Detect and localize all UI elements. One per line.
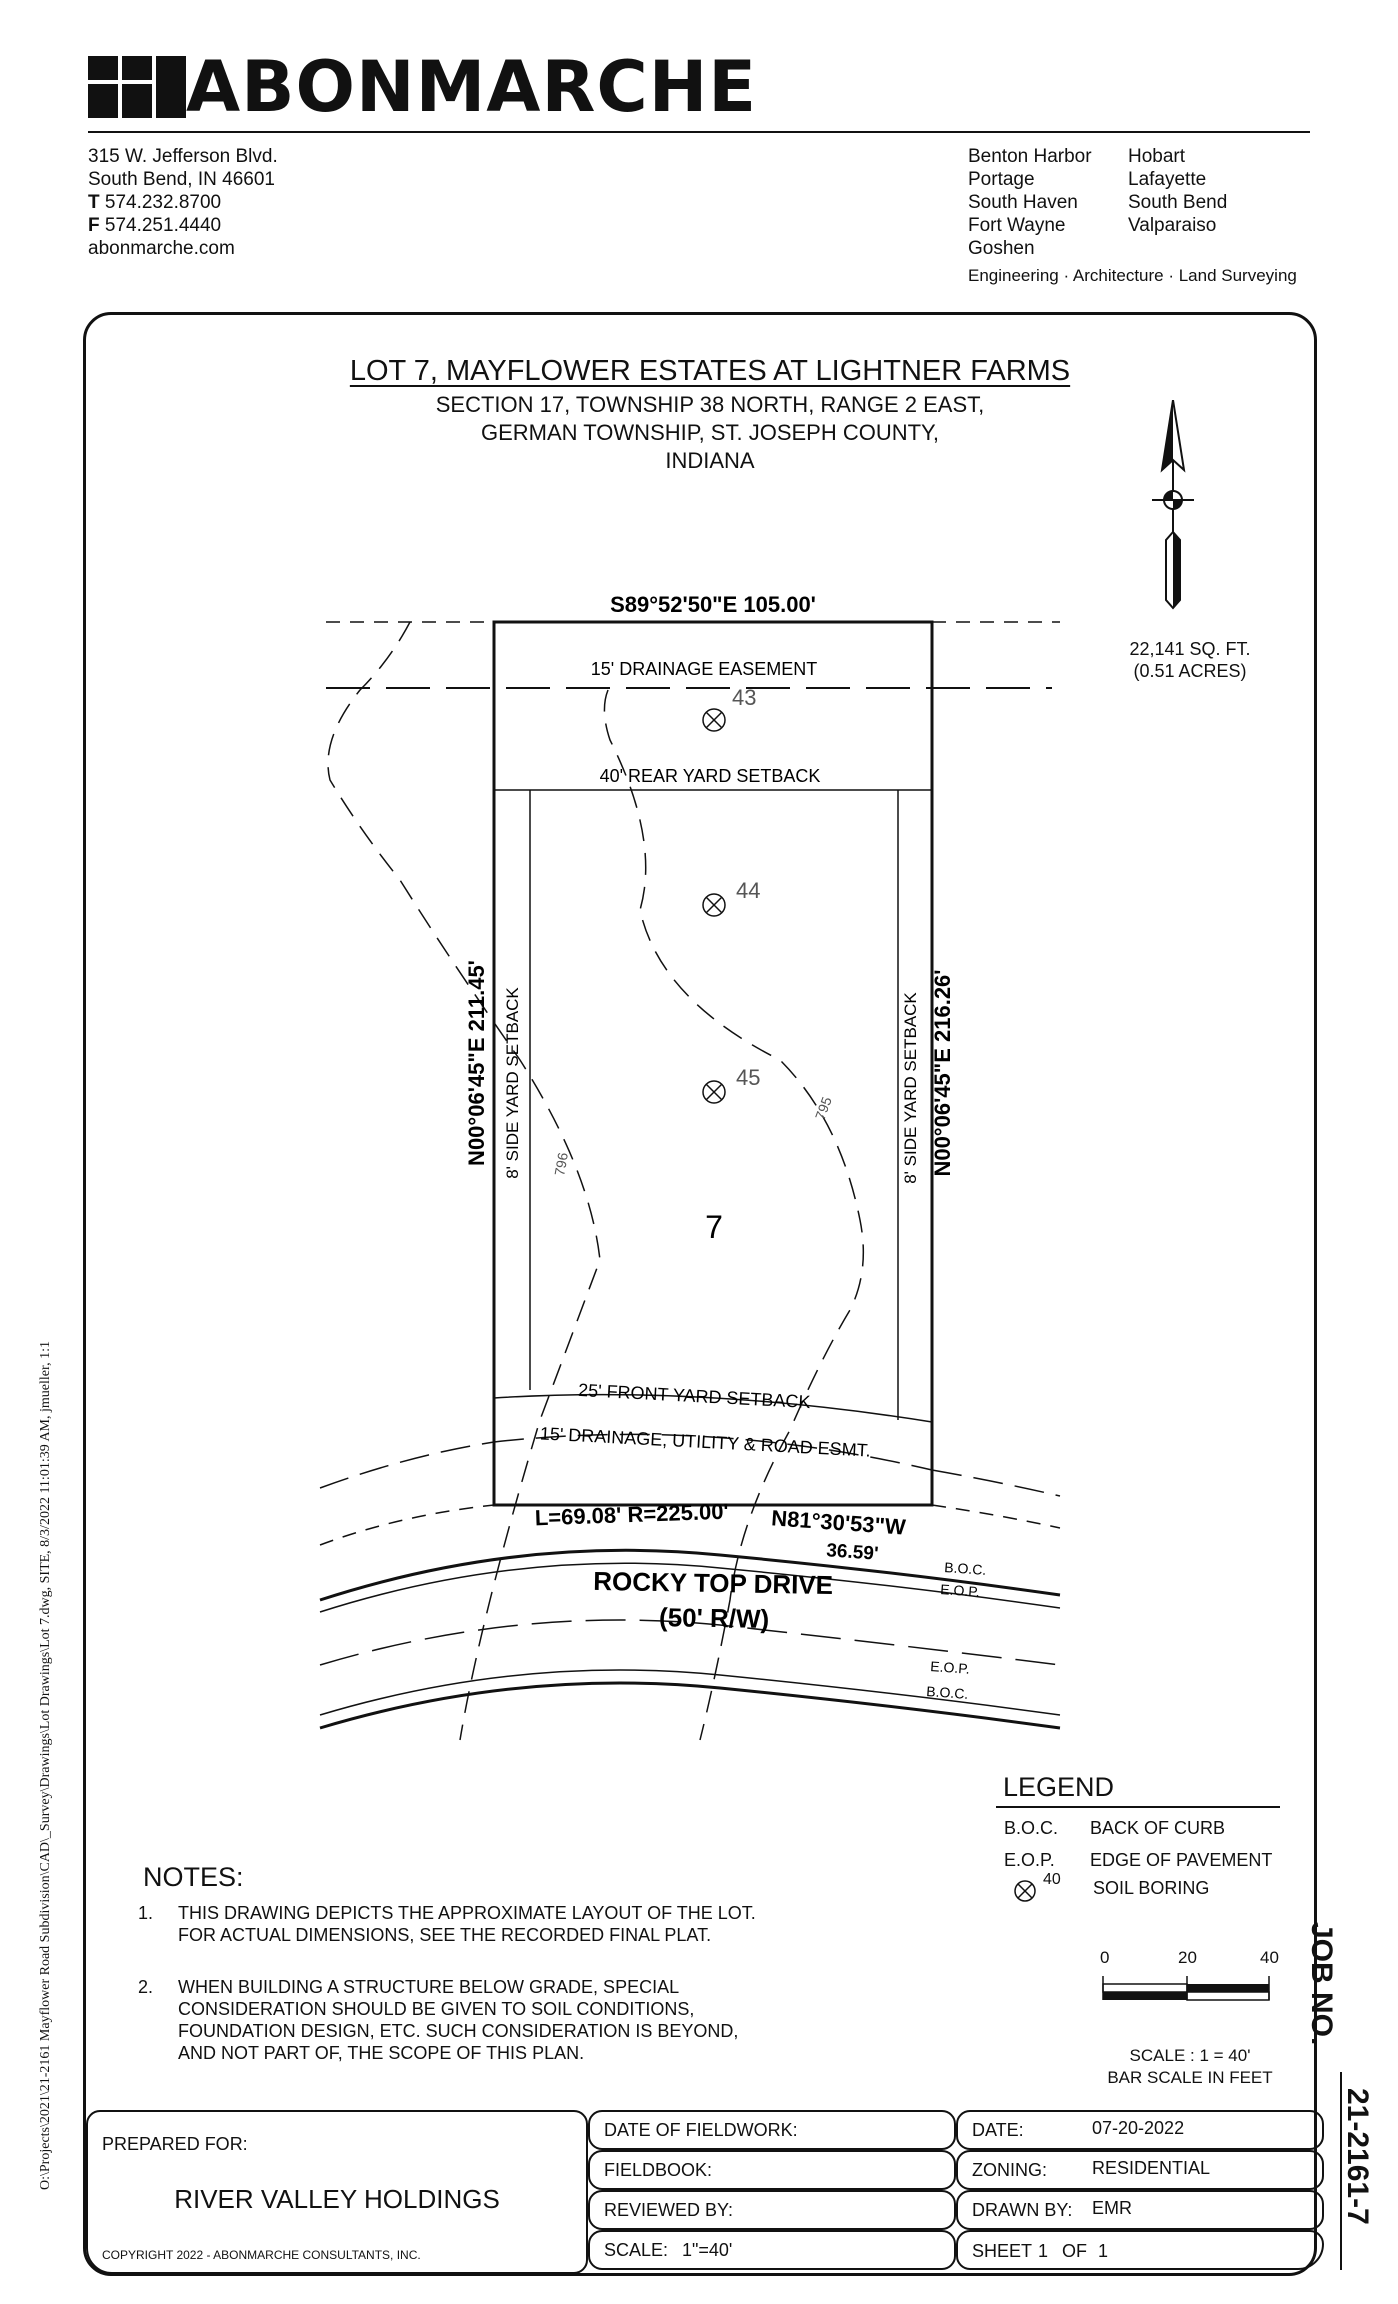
scale-tick-0: 0 <box>1100 1948 1110 1967</box>
soil-boring-icon <box>1012 1876 1038 1902</box>
address-line-2: South Bend, IN 46601 <box>88 169 275 190</box>
zoning-label: ZONING: <box>972 2160 1047 2180</box>
file-path: O:\Projects\2021\21-2161 Mayflower Road Subdivision\CAD\_Survey\Drawings\Lot Drawings\Lot 7.dwg, SITE, 8/3/2022 11:01:39 AM, jmueller, 1:1 <box>38 1341 53 2190</box>
contour-795-label: 795 <box>811 1094 835 1123</box>
office: South Haven <box>968 192 1078 213</box>
chord-length: 36.59' <box>825 1540 880 1565</box>
company-name: ABONMARCHE <box>186 46 758 128</box>
lot-number: 7 <box>705 1209 723 1245</box>
drainage-easement-label: 15' DRAINAGE EASEMENT <box>590 659 818 679</box>
soil-boring-43 <box>703 709 725 731</box>
reviewed-box <box>588 2190 956 2230</box>
scale-box <box>588 2230 956 2270</box>
rear-setback-label: 40' REAR YARD SETBACK <box>599 766 821 786</box>
legend-item: 40 SOIL BORING <box>1012 1876 1209 1902</box>
office: Lafayette <box>1128 169 1207 190</box>
scale-value: 1"=40' <box>682 2240 733 2260</box>
boring-43-label: 43 <box>732 685 757 710</box>
drawn-by-value: EMR <box>1092 2198 1132 2218</box>
boc-label-top: B.O.C. <box>943 1559 987 1578</box>
title-line-2: SECTION 17, TOWNSHIP 38 NORTH, RANGE 2 EAST, <box>435 392 985 417</box>
front-setback-label: 25' FRONT YARD SETBACK <box>577 1379 811 1413</box>
front-easement-label: 15' DRAINAGE, UTILITY & ROAD ESMT. <box>539 1423 872 1461</box>
scale-tick-40: 40 <box>1260 1948 1279 1967</box>
job-label: JOB NO. <box>1305 1922 1338 2046</box>
scale-caption: BAR SCALE IN FEET <box>1107 2068 1273 2087</box>
office: Hobart <box>1128 146 1186 167</box>
sheet-box <box>956 2230 1324 2270</box>
prepared-for-label: PREPARED FOR: <box>102 2134 248 2154</box>
sheet-label: SHEET <box>972 2241 1033 2261</box>
sheet-number: 1 <box>1038 2241 1049 2261</box>
legend-item: B.O.C. BACK OF CURB <box>1004 1818 1226 1838</box>
boc-label-bottom: B.O.C. <box>925 1683 969 1702</box>
zoning-box <box>956 2150 1324 2190</box>
office: Fort Wayne <box>968 215 1066 236</box>
scale-tick-20: 20 <box>1178 1948 1197 1967</box>
soil-boring-45 <box>703 1081 725 1103</box>
area-sqft: 22,141 SQ. FT. <box>1129 639 1251 659</box>
disciplines: Engineering · Architecture · Land Surveying <box>968 266 1297 285</box>
reviewed-label: REVIEWED BY: <box>604 2200 734 2220</box>
office: Valparaiso <box>1128 215 1217 236</box>
note-2: 2. WHEN BUILDING A STRUCTURE BELOW GRADE, SPECIAL CONSIDERATION SHOULD BE GIVEN TO SOIL CONDITIONS, FOUNDATION DESIGN, ETC. SUCH CONSIDERATION IS BEYOND, AND NOT PART OF, THE SCOPE OF THIS PLAN. <box>138 1977 739 2063</box>
scale-bar <box>1098 1948 1278 2038</box>
title-line-3: GERMAN TOWNSHIP, ST. JOSEPH COUNTY, <box>480 420 939 445</box>
copyright: COPYRIGHT 2022 - ABONMARCHE CONSULTANTS, INC. <box>102 2248 421 2262</box>
west-bearing: N00°06'45"E 211.45' <box>464 960 489 1166</box>
lot-boundary <box>494 622 932 1505</box>
drawn-by-label: DRAWN BY: <box>972 2200 1073 2220</box>
sheet-of: OF <box>1062 2241 1087 2261</box>
legend-title: LEGEND <box>1003 1772 1115 1802</box>
fieldbook-label: FIELDBOOK: <box>604 2160 713 2180</box>
legend-rule <box>996 1806 1280 1808</box>
north-bearing: S89°52'50"E 105.00' <box>610 592 816 617</box>
fax-line: F 574.251.4440 <box>88 215 222 236</box>
eop-label-top: E.O.P. <box>939 1581 981 1600</box>
date-value: 07-20-2022 <box>1092 2118 1185 2138</box>
title-line-4: INDIANA <box>665 448 755 473</box>
legend-item: E.O.P. EDGE OF PAVEMENT <box>1004 1850 1273 1870</box>
road-row: (50' R/W) <box>658 1602 770 1634</box>
fieldwork-box <box>588 2110 956 2150</box>
client-name: RIVER VALLEY HOLDINGS <box>174 2184 500 2214</box>
fieldwork-label: DATE OF FIELDWORK: <box>604 2120 798 2140</box>
prepared-for-box <box>86 2110 588 2274</box>
chord-bearing: N81°30'53"W <box>770 1505 907 1540</box>
notes-title: NOTES: <box>143 1862 244 1892</box>
scale-label: SCALE: <box>604 2240 669 2260</box>
zoning-value: RESIDENTIAL <box>1092 2158 1211 2178</box>
date-label: DATE: <box>972 2120 1024 2140</box>
contour-796-label: 796 <box>551 1151 571 1178</box>
curve-data: L=69.08' R=225.00' <box>534 1498 730 1531</box>
fieldbook-box <box>588 2150 956 2190</box>
job-number: 21-2161-7 <box>1341 2088 1374 2225</box>
title-main: LOT 7, MAYFLOWER ESTATES AT LIGHTNER FARMS <box>349 355 1071 387</box>
east-bearing: N00°06'45"E 216.26' <box>930 969 955 1177</box>
phone-line: T 574.232.8700 <box>88 192 222 213</box>
road-name: ROCKY TOP DRIVE <box>592 1565 834 1601</box>
office: South Bend <box>1128 192 1228 213</box>
office: Portage <box>968 169 1035 190</box>
date-box <box>956 2110 1324 2150</box>
scale-ratio: SCALE : 1 = 40' <box>1129 2046 1251 2065</box>
sheet-total: 1 <box>1098 2241 1109 2261</box>
boring-45-label: 45 <box>736 1065 761 1090</box>
address-line-1: 315 W. Jefferson Blvd. <box>88 146 278 167</box>
website: abonmarche.com <box>88 238 235 259</box>
area-acres: (0.51 ACRES) <box>1133 661 1247 681</box>
drawn-by-box <box>956 2190 1324 2230</box>
office: Benton Harbor <box>968 146 1092 167</box>
side-setback-left-label: 8' SIDE YARD SETBACK <box>503 987 522 1179</box>
scale-text <box>1080 2045 1300 2089</box>
boring-44-label: 44 <box>736 878 761 903</box>
soil-boring-44 <box>703 894 725 916</box>
eop-label-bottom: E.O.P. <box>929 1658 971 1677</box>
office: Goshen <box>968 238 1035 259</box>
note-1: 1. THIS DRAWING DEPICTS THE APPROXIMATE LAYOUT OF THE LOT. FOR ACTUAL DIMENSIONS, SEE THE RECORDED FINAL PLAT. <box>138 1903 756 1945</box>
side-setback-right-label: 8' SIDE YARD SETBACK <box>901 992 920 1184</box>
